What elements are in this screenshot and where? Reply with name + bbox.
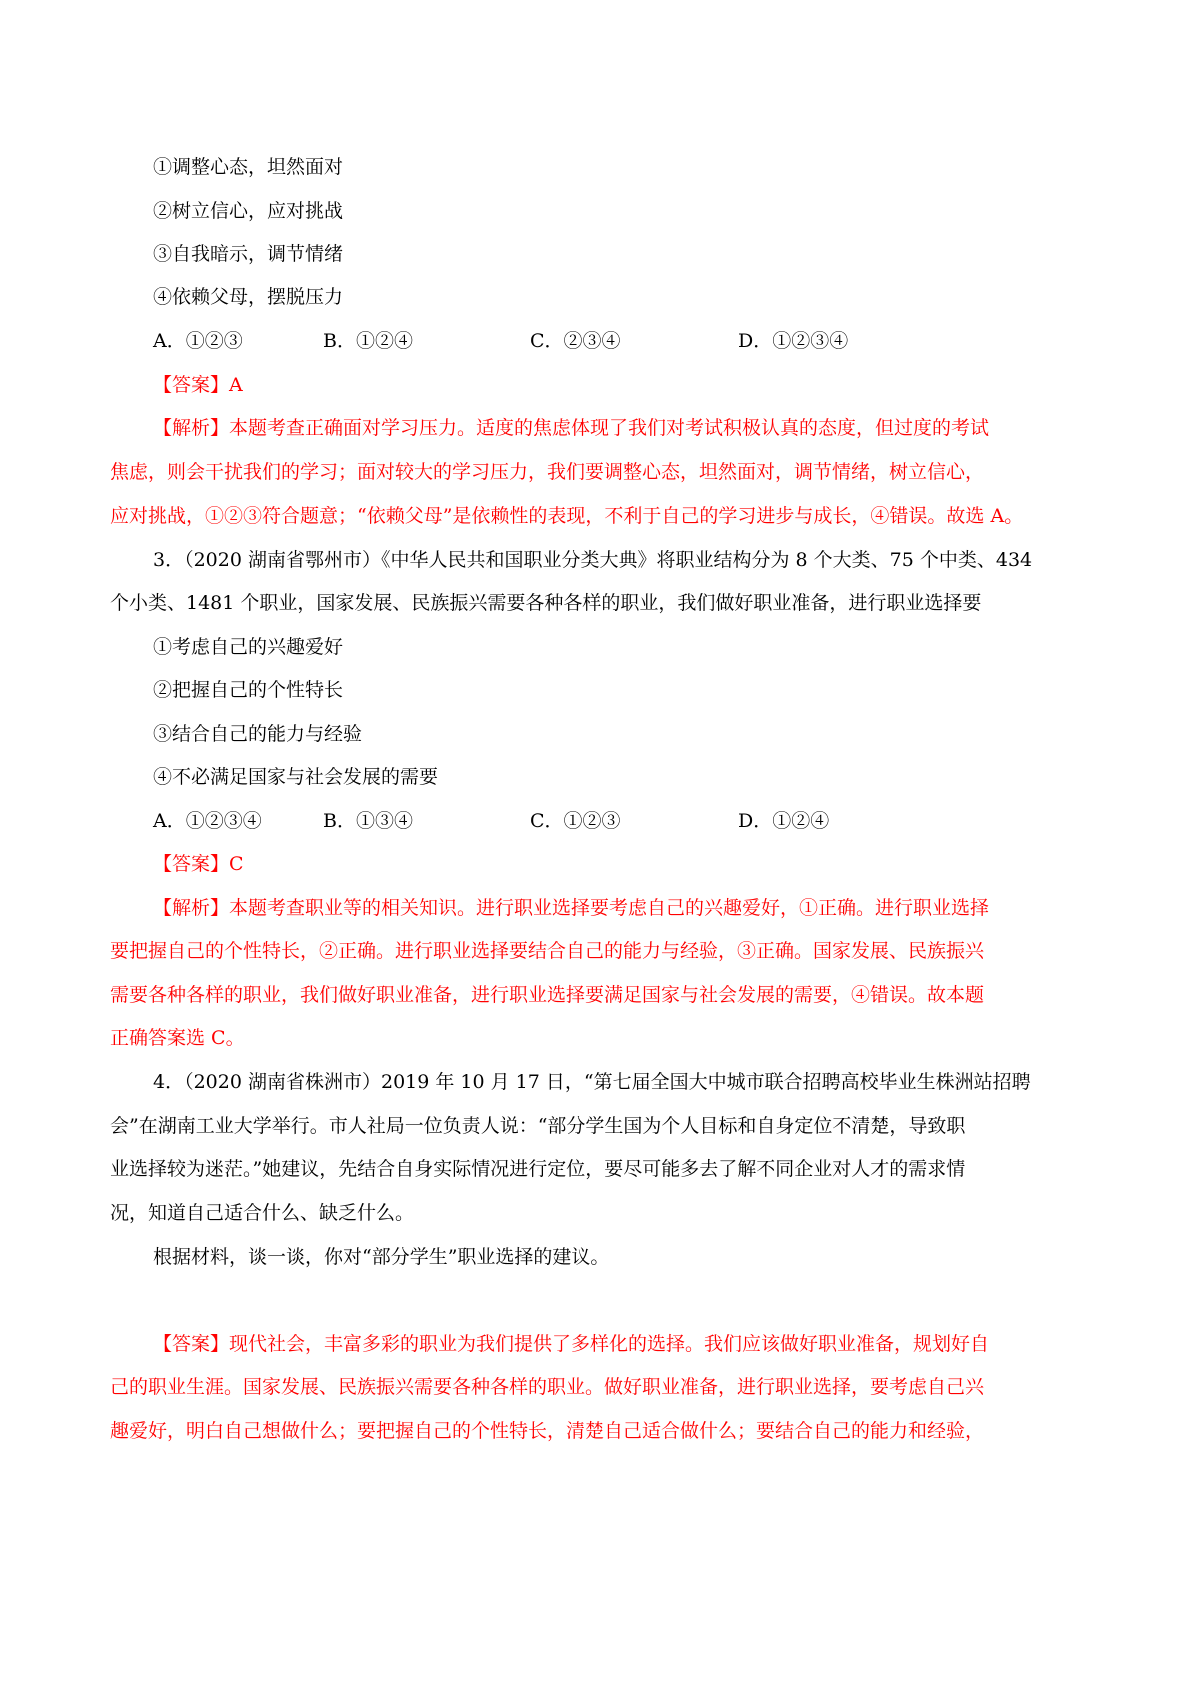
q3-item-1: ①考虑自己的兴趣爱好 [153,636,344,658]
q3-answer: 【答案】C [153,853,244,875]
q2-analysis-line-2: 焦虑，则会干扰我们的学习；面对较大的学习压力，我们要调整心态，坦然面对，调节情绪，树立信心， [110,461,985,483]
q4-answer-line-2: 己的职业生涯。国家发展、民族振兴需要各种各样的职业。做好职业准备，进行职业选择，要考虑自己兴 [110,1376,985,1398]
q3-analysis-line-1: 【解析】本题考查职业等的相关知识。进行职业选择要考虑自己的兴趣爱好，①正确。进行职业选择 [153,897,990,919]
q4-prompt: 根据材料，谈一谈，你对“部分学生”职业选择的建议。 [153,1246,610,1268]
q2-option-a: A．①②③ [153,330,243,352]
q4-answer-line-1: 【答案】现代社会，丰富多彩的职业为我们提供了多样化的选择。我们应该做好职业准备，规划好自 [153,1333,990,1355]
q3-item-2: ②把握自己的个性特长 [153,679,344,701]
q3-analysis-line-4: 正确答案选 C。 [110,1027,245,1049]
q2-item-1: ①调整心态，坦然面对 [153,156,344,178]
q2-option-d: D．①②③④ [738,330,849,352]
q2-item-4: ④依赖父母，摆脱压力 [153,286,344,308]
q3-item-4: ④不必满足国家与社会发展的需要 [153,766,439,788]
q2-option-c: C．②③④ [530,330,621,352]
q3-option-d: D．①②④ [738,810,830,832]
q4-stem-line-2: 会”在湖南工业大学举行。市人社局一位负责人说：“部分学生国为个人目标和自身定位不清楚，导致职 [110,1115,966,1137]
q2-answer: 【答案】A [153,374,243,396]
q3-stem-line-2: 个小类、1481 个职业，国家发展、民族振兴需要各种各样的职业，我们做好职业准备，进行职业选择要 [110,592,982,614]
q3-analysis-line-3: 需要各种各样的职业，我们做好职业准备，进行职业选择要满足国家与社会发展的需要，④错误。故本题 [110,984,985,1006]
q4-stem-line-3: 业选择较为迷茫。”她建议，先结合自身实际情况进行定位，要尽可能多去了解不同企业对人才的需求情 [110,1158,966,1180]
q2-item-2: ②树立信心，应对挑战 [153,200,344,222]
q4-stem-line-1: 4．（2020 湖南省株洲市）2019 年 10 月 17 日，“第七届全国大中城市联合招聘高校毕业生株洲站招聘 [153,1071,1031,1093]
q2-item-3: ③自我暗示，调节情绪 [153,243,344,265]
q2-analysis-line-3: 应对挑战，①②③符合题意；“依赖父母”是依赖性的表现，不利于自己的学习进步与成长，④错误。故选 A。 [110,505,1024,527]
q3-option-a: A．①②③④ [153,810,262,832]
q4-stem-line-4: 况，知道自己适合什么、缺乏什么。 [110,1202,415,1224]
q2-option-b: B．①②④ [323,330,413,352]
q3-stem-line-1: 3．（2020 湖南省鄂州市）《中华人民共和国职业分类大典》将职业结构分为 8 个大类、75 个中类、434 [153,549,1033,571]
q4-answer-line-3: 趣爱好，明白自己想做什么；要把握自己的个性特长，清楚自己适合做什么；要结合自己的能力和经验， [110,1420,985,1442]
q3-option-c: C．①②③ [530,810,621,832]
q2-analysis-line-1: 【解析】本题考查正确面对学习压力。适度的焦虑体现了我们对考试积极认真的态度，但过度的考试 [153,417,990,439]
q3-option-b: B．①③④ [323,810,413,832]
q3-analysis-line-2: 要把握自己的个性特长，②正确。进行职业选择要结合自己的能力与经验，③正确。国家发展、民族振兴 [110,940,985,962]
q3-item-3: ③结合自己的能力与经验 [153,723,363,745]
